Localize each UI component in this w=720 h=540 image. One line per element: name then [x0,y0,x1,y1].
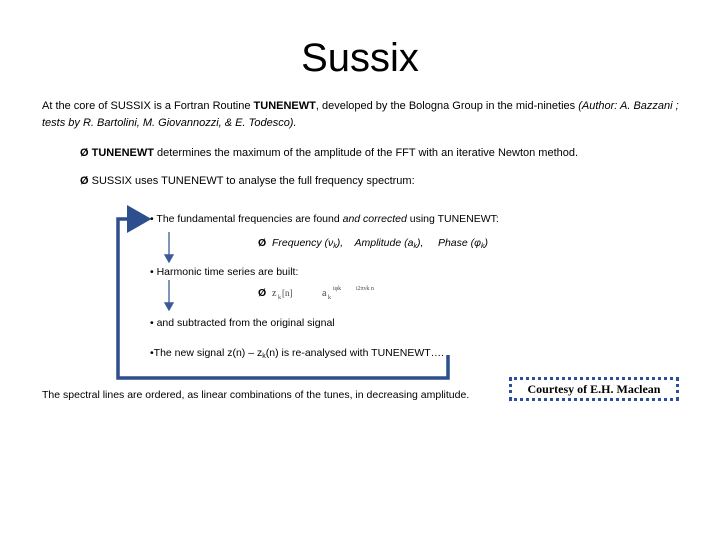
flow-step-2: • Harmonic time series are built: [150,266,299,278]
step-4-text: •The new signal z(n) – z [150,347,263,359]
flow-step-3: • and subtracted from the original signal [150,317,335,329]
step-1-italic: and corrected [342,213,407,225]
credit-box: Courtesy of E.H. Maclean [509,377,679,401]
amplitude-label: Amplitude (a [354,237,414,249]
phase-subscript: k [481,243,485,250]
amplitude-subscript: k [413,243,417,250]
formula-ak-image: a [322,288,327,299]
page-title: Sussix [301,36,419,80]
point-1-bold: TUNENEWT [91,147,154,159]
arrow-bullet-icon: Ø [258,287,267,299]
formula-ak-sub-image: k [328,295,331,301]
step-4-suffix: (n) is re-analysed with TUNENEWT…. [265,347,445,359]
intro-testers: tests by R. Bartolini, M. Giovannozzi, & E. Todesco). [42,117,297,129]
intro-authors: (Author: A. Bazzani ; [578,100,679,112]
step-1-text: • The fundamental frequencies are found [150,213,343,225]
point-1-text: determines the maximum of the amplitude of the FFT with an iterative Newton method. [153,147,579,159]
step-1-suffix: using TUNENEWT: [406,213,499,225]
frequency-subscript: k [333,243,337,250]
intro-text: At the core of SUSSIX is a Fortran Routine [42,100,254,112]
arrow-bullet-icon: Ø [80,175,89,187]
formula-exp2-image: i2πνk n [356,286,374,292]
formula-n-image: [n] [282,288,293,298]
formula-zk-sub-image: k [278,295,281,301]
step-4-subscript: k [262,353,266,360]
footer-text: The spectral lines are ordered, as linear combinations of the tunes, in decreasing amplitude. [42,389,470,401]
frequency-label: Frequency (ν [272,237,334,249]
point-2-text: SUSSIX uses TUNENEWT to analyse the full frequency spectrum: [91,175,415,187]
arrow-bullet-icon: Ø [80,147,89,159]
frequency-end: ), [336,237,344,249]
intro-text-rest: , developed by the Bologna Group in the mid-nineties [315,100,579,112]
formula-exp1-image: iφk [333,286,342,292]
phase-end: ) [484,237,489,249]
amplitude-end: ), [416,237,424,249]
formula-zk-image: z [272,288,277,299]
arrow-bullet-icon: Ø [258,237,267,249]
phase-label: Phase (φ [437,237,482,249]
intro-bold-tunenewt: TUNENEWT [253,100,316,112]
flow-step-4 [150,347,444,363]
